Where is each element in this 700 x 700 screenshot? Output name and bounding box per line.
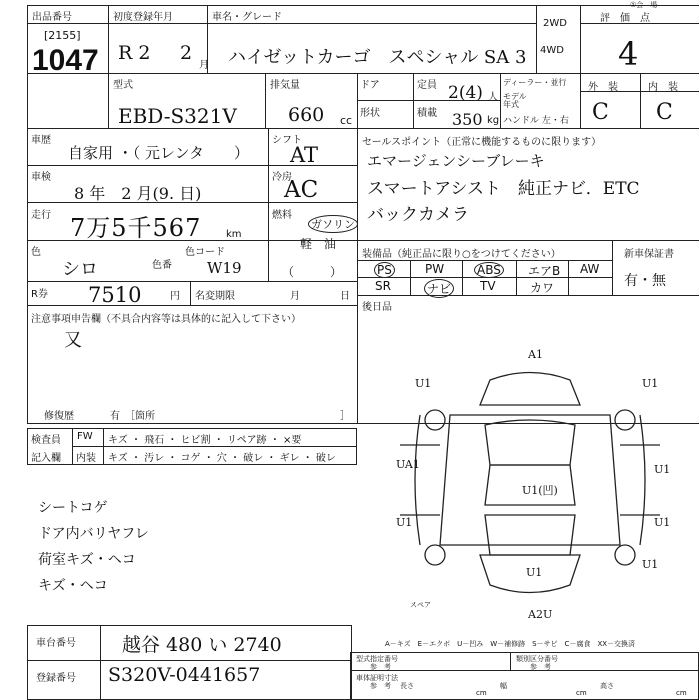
damage-mark-8: U1(凹)	[522, 484, 558, 497]
lot-label: 出品番号	[32, 12, 72, 23]
damage-mark-3: U1	[642, 377, 659, 390]
registration-value: S320V-0441657	[108, 664, 261, 686]
displacement-unit: cc	[340, 114, 353, 127]
exterior-grade: C	[592, 100, 609, 125]
mileage-value: 7万5千567	[70, 214, 202, 242]
remark-2: ドア内バリヤフレ	[38, 526, 149, 542]
equipment-leather: カワ	[530, 281, 555, 295]
height-label: 高さ	[600, 682, 614, 690]
damage-mark-1: A1	[528, 348, 543, 361]
inspection-value: 8 年 2 月(9. 日)	[74, 184, 202, 203]
recycle-value: 7510	[88, 283, 142, 307]
model-value: EBD-S321V	[118, 104, 237, 128]
mileage-unit: km	[226, 229, 242, 240]
interior-grade: C	[656, 100, 673, 125]
equipment-abs: ABS	[474, 262, 504, 278]
length-unit: cm	[476, 689, 487, 697]
sales-point-label: セールスポイント（正常に機能するものに限ります）	[362, 137, 602, 148]
height-unit: cm	[676, 689, 687, 697]
notes-label: 注意事項申告欄（不具合内容等は具体的に記入して下さい）	[31, 314, 301, 325]
entry-label: 記入欄	[31, 453, 61, 464]
color-code-label: 色コード	[185, 247, 225, 258]
equipment-pw: PW	[425, 262, 445, 276]
capacity-unit: 人	[488, 92, 498, 103]
load-unit: kg	[487, 115, 500, 126]
damage-mark-11: A2U	[528, 608, 553, 621]
damage-mark-7: U1	[654, 516, 671, 529]
color-value: シロ	[62, 259, 98, 280]
chassis-value: 越谷 480 い 2740	[122, 634, 282, 656]
recycle-label: R券	[31, 289, 48, 300]
color-label: 色	[31, 247, 41, 258]
car-name-label: 車名・グレード	[212, 12, 282, 23]
damage-mark-10: U1	[642, 558, 659, 571]
spare-label: スペア	[410, 601, 431, 609]
equipment-label: 装備品（純正品に限り○をつけてください）	[362, 249, 561, 260]
damage-mark-4: UA1	[396, 458, 420, 471]
load-value: 350	[452, 110, 483, 129]
repair-history-label: 修復歴	[44, 411, 74, 422]
drive-2wd: 2WD	[543, 18, 567, 29]
category-label: 類別区分番号	[516, 655, 558, 663]
fw-label: FW	[77, 431, 93, 442]
model-label: 型式	[113, 80, 133, 91]
damage-mark-2: U1	[415, 377, 432, 390]
shift-value: AT	[290, 143, 319, 167]
type-cert-label: 型式指定番号	[356, 655, 398, 663]
ac-value: AC	[284, 177, 319, 203]
interior-damage-options: キズ ・ 汚レ ・ コゲ ・ 穴 ・ 破レ ・ ギレ ・ 破レ	[108, 453, 336, 464]
capacity-label: 定員	[417, 80, 437, 91]
remark-4: キズ・ヘコ	[38, 578, 108, 594]
equipment-sr: SR	[375, 279, 391, 293]
interior-entry-label: 内装	[76, 453, 96, 464]
equipment-ps: PS	[374, 262, 395, 278]
drive-4wd: 4WD	[540, 45, 564, 56]
inspection-label: 車検	[31, 172, 51, 183]
fuel-gasoline: ガソリン	[308, 215, 358, 233]
sales-point-line-3: バックカメラ	[367, 205, 469, 225]
venue-note: ①会 場	[630, 1, 658, 9]
exterior-label: 外 装	[588, 82, 618, 93]
mileage-label: 走行	[31, 210, 51, 221]
warranty-value: 有・無	[624, 273, 666, 289]
rating-label: 評 価 点	[600, 13, 650, 24]
shape-label: 形状	[360, 108, 380, 119]
lot-code: [2155]	[44, 29, 81, 42]
interior-label: 内 装	[648, 82, 678, 93]
ac-label: 冷房	[272, 172, 292, 183]
damage-legend: A－キズ E－エクボ U－凹み W－補修跡 S－サビ C－腐食 XX－交換済	[385, 640, 636, 648]
damage-mark-5: U1	[654, 463, 671, 476]
history-value: 自家用 ・（ 元レンタ ）	[68, 144, 250, 162]
expiry-day: 日	[340, 291, 350, 302]
length-label: 長さ	[400, 682, 414, 690]
damage-mark-6: U1	[396, 516, 413, 529]
recycle-unit: 円	[170, 291, 180, 302]
dims-label: 車体証明寸法	[356, 674, 398, 682]
remark-1: シートコゲ	[38, 500, 108, 516]
after-item-label: 後日品	[362, 302, 392, 313]
month-unit: 月	[199, 60, 209, 71]
capacity-value: 2(4)	[448, 83, 483, 103]
displacement-value: 660	[288, 104, 325, 126]
warranty-label: 新車保証書	[624, 249, 674, 260]
sales-point-line-2: スマートアシスト 純正ナビ．ETC	[367, 179, 640, 199]
registration-label: 登録番号	[36, 673, 76, 684]
fuel-diesel: 軽 油	[300, 237, 337, 251]
handle-label: ハンドル 左・右	[503, 116, 569, 126]
chassis-label: 車台番号	[36, 638, 76, 649]
equipment-navi: ナビ	[424, 279, 454, 298]
first-registration-era: R 2	[118, 42, 151, 64]
expiry-month: 月	[290, 291, 300, 302]
sales-point-line-1: エマージェンシーブレーキ	[367, 152, 545, 170]
remark-3: 荷室キズ・ヘコ	[38, 552, 136, 568]
fw-damage-options: キズ ・ 飛石 ・ ヒビ割 ・ リペア跡 ・ ×要	[108, 435, 302, 446]
category-ref: 参 考	[530, 663, 551, 671]
history-label: 車歴	[31, 135, 51, 146]
model-year-label: モデル年式	[503, 92, 527, 109]
fuel-paren: （ ）	[282, 265, 343, 279]
displacement-label: 排気量	[270, 80, 300, 91]
expiry-label: 名変期限	[195, 291, 235, 302]
door-label: ドア	[360, 80, 380, 91]
first-registration-label: 初度登録年月	[113, 12, 173, 23]
dealer-label: ディーラー・並行	[503, 78, 567, 87]
rating-value: 4	[618, 35, 639, 73]
color-code-value: W19	[207, 259, 242, 277]
first-registration-month: 2	[180, 42, 193, 64]
shift-label: シフト	[272, 135, 302, 146]
color-number-label: 色番	[152, 260, 172, 271]
type-cert-ref: 参 考	[370, 663, 391, 671]
repair-history-close: ］	[340, 411, 350, 422]
fuel-label: 燃料	[272, 210, 292, 221]
notes-mark: 又	[64, 330, 82, 351]
damage-mark-9: U1	[526, 566, 543, 579]
lot-number: 1047	[32, 44, 99, 77]
width-label: 幅	[500, 682, 507, 690]
equipment-airbag: エアB	[528, 264, 561, 278]
inspector-label: 検査員	[31, 435, 61, 446]
load-label: 積載	[417, 108, 437, 119]
width-unit: cm	[576, 689, 587, 697]
dims-ref: 参 考	[370, 682, 391, 690]
car-name: ハイゼットカーゴ スペシャル SA 3	[228, 47, 527, 68]
repair-history-value: 有 ［箇所	[110, 411, 155, 422]
equipment-aw: AW	[580, 262, 600, 276]
equipment-tv: TV	[480, 279, 496, 293]
